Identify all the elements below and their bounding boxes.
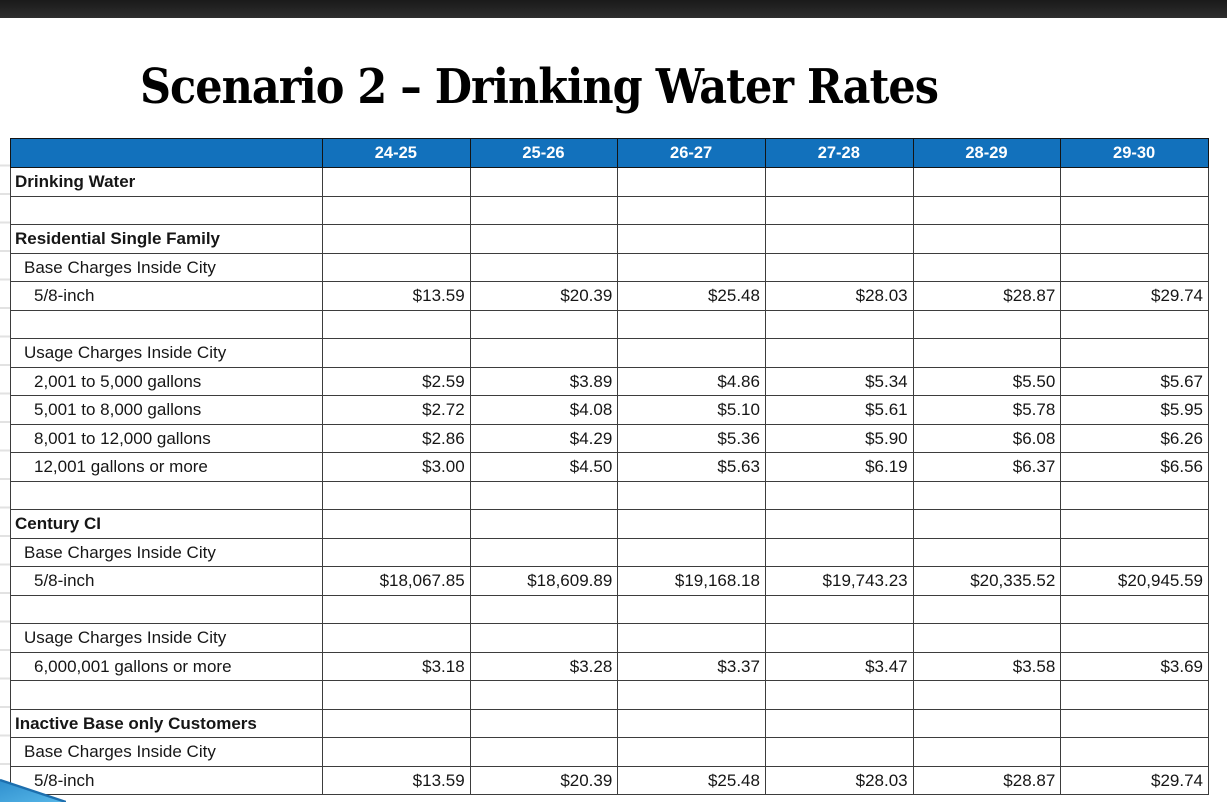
rate-value-cell [913,595,1061,624]
rate-value-cell: $6.26 [1061,424,1209,453]
rate-value-cell [765,196,913,225]
rate-value-cell [618,225,766,254]
rate-value-cell [470,624,618,653]
rate-value-cell: $28.87 [913,282,1061,311]
rate-value-cell: $2.72 [323,396,471,425]
rate-value-cell: $18,067.85 [323,567,471,596]
table-row [11,624,1209,653]
rate-value-cell: $4.86 [618,367,766,396]
rate-value-cell [618,538,766,567]
rate-value-cell [470,709,618,738]
rate-value-cell [618,253,766,282]
table-header-row [11,139,1209,168]
rate-value-cell [1061,538,1209,567]
rate-value-cell: $3.58 [913,652,1061,681]
rate-value-cell [765,738,913,767]
rate-value-cell: $3.89 [470,367,618,396]
row-label-cell: Base Charges Inside City [11,738,323,767]
rate-value-cell [323,681,471,710]
rate-value-cell [323,709,471,738]
rate-value-cell [913,709,1061,738]
rate-value-cell [323,225,471,254]
rate-value-cell [765,168,913,197]
rate-value-cell [323,481,471,510]
rate-value-cell [323,624,471,653]
rate-value-cell: $19,168.18 [618,567,766,596]
row-label-cell: Base Charges Inside City [11,538,323,567]
table-row [11,538,1209,567]
rate-value-cell: $4.08 [470,396,618,425]
rate-value-cell: $3.37 [618,652,766,681]
rate-value-cell [1061,339,1209,368]
rate-value-cell [470,310,618,339]
row-label-cell: Century CI [11,510,323,539]
rate-value-cell [1061,595,1209,624]
rate-value-cell: $2.86 [323,424,471,453]
rate-value-cell: $28.03 [765,282,913,311]
rate-value-cell: $19,743.23 [765,567,913,596]
rate-value-cell [470,339,618,368]
rate-value-cell [1061,196,1209,225]
rate-value-cell [323,510,471,539]
slide-title: Scenario 2 – Drinking Water Rates [140,60,938,115]
rate-value-cell [1061,709,1209,738]
rate-value-cell: $5.95 [1061,396,1209,425]
row-label-cell [11,310,323,339]
rate-value-cell [913,538,1061,567]
year-header-cell: 26-27 [618,139,766,168]
rate-value-cell [913,681,1061,710]
rate-value-cell: $3.28 [470,652,618,681]
rate-value-cell: $3.00 [323,453,471,482]
rate-value-cell [913,339,1061,368]
rate-value-cell: $20.39 [470,766,618,795]
rate-value-cell: $5.63 [618,453,766,482]
rate-value-cell: $6.08 [913,424,1061,453]
table-row [11,709,1209,738]
rate-value-cell: $28.87 [913,766,1061,795]
rate-value-cell: $5.78 [913,396,1061,425]
rate-value-cell [323,196,471,225]
rate-value-cell [323,538,471,567]
row-label-cell [11,595,323,624]
rate-value-cell [913,624,1061,653]
rate-value-cell [913,253,1061,282]
window-top-bar [0,0,1227,18]
rate-value-cell [618,624,766,653]
rate-value-cell [1061,253,1209,282]
rate-value-cell [323,595,471,624]
table-row [11,567,1209,596]
rate-value-cell [323,339,471,368]
drinking-water-rates-table [10,138,1209,795]
row-label-cell: 12,001 gallons or more [11,453,323,482]
table-row [11,367,1209,396]
year-header-cell: 25-26 [470,139,618,168]
rate-value-cell: $5.67 [1061,367,1209,396]
rate-value-cell [1061,310,1209,339]
table-row [11,225,1209,254]
row-label-cell [11,481,323,510]
rate-value-cell [323,738,471,767]
row-label-cell: Drinking Water [11,168,323,197]
rate-value-cell [470,738,618,767]
rate-value-cell [323,253,471,282]
rate-value-cell: $29.74 [1061,282,1209,311]
rate-value-cell: $6.56 [1061,453,1209,482]
rate-value-cell [765,481,913,510]
rate-value-cell: $13.59 [323,766,471,795]
rate-value-cell [618,681,766,710]
rate-value-cell [913,510,1061,539]
rate-value-cell [765,595,913,624]
row-label-cell: 5/8-inch [11,567,323,596]
rate-value-cell [470,168,618,197]
rate-value-cell: $3.47 [765,652,913,681]
rate-value-cell [765,709,913,738]
rate-value-cell: $5.36 [618,424,766,453]
rate-value-cell [323,168,471,197]
rate-value-cell [913,225,1061,254]
rate-value-cell: $5.10 [618,396,766,425]
spacer-row [11,310,1209,339]
rate-value-cell [913,168,1061,197]
rate-value-cell: $18,609.89 [470,567,618,596]
year-header-cell: 28-29 [913,139,1061,168]
rate-value-cell [470,510,618,539]
rate-value-cell: $5.61 [765,396,913,425]
spreadsheet-left-gutter [0,138,10,795]
table-row [11,339,1209,368]
rate-value-cell [1061,168,1209,197]
row-label-cell: 2,001 to 5,000 gallons [11,367,323,396]
rate-value-cell: $25.48 [618,282,766,311]
rate-value-cell [618,168,766,197]
rate-value-cell [913,481,1061,510]
row-label-cell [11,196,323,225]
row-label-cell: 5,001 to 8,000 gallons [11,396,323,425]
row-label-cell: Usage Charges Inside City [11,624,323,653]
rate-value-cell: $25.48 [618,766,766,795]
rate-value-cell: $5.90 [765,424,913,453]
rate-value-cell: $6.37 [913,453,1061,482]
rate-value-cell [470,225,618,254]
slide-corner-accent-shape [0,774,66,802]
rate-value-cell [1061,738,1209,767]
table-row [11,396,1209,425]
rate-value-cell [470,595,618,624]
rate-value-cell [470,196,618,225]
table-row [11,253,1209,282]
table-row [11,766,1209,795]
rate-value-cell [323,310,471,339]
rate-value-cell [618,481,766,510]
row-label-cell: 5/8-inch [11,766,323,795]
rate-value-cell [765,310,913,339]
table-row [11,510,1209,539]
row-label-cell: 6,000,001 gallons or more [11,652,323,681]
rate-value-cell: $3.69 [1061,652,1209,681]
table-row [11,424,1209,453]
row-label-cell: Usage Charges Inside City [11,339,323,368]
year-header-cell: 24-25 [323,139,471,168]
rate-value-cell: $4.29 [470,424,618,453]
rate-value-cell: $3.18 [323,652,471,681]
rate-value-cell: $20,335.52 [913,567,1061,596]
year-header-cell: 29-30 [1061,139,1209,168]
rate-value-cell [470,681,618,710]
rate-value-cell [618,709,766,738]
rate-value-cell [618,310,766,339]
spacer-row [11,595,1209,624]
rate-value-cell [1061,681,1209,710]
rate-value-cell: $6.19 [765,453,913,482]
rate-value-cell: $20,945.59 [1061,567,1209,596]
spacer-row [11,481,1209,510]
rate-value-cell [1061,624,1209,653]
spacer-row [11,681,1209,710]
rate-value-cell [913,196,1061,225]
table-row [11,168,1209,197]
rate-value-cell: $5.34 [765,367,913,396]
rate-value-cell [618,196,766,225]
rate-value-cell [913,738,1061,767]
table-row [11,453,1209,482]
rate-value-cell [765,253,913,282]
rate-value-cell [765,538,913,567]
rate-value-cell [765,225,913,254]
rate-value-cell [618,339,766,368]
row-label-cell: 8,001 to 12,000 gallons [11,424,323,453]
rate-value-cell [470,253,618,282]
rate-value-cell: $4.50 [470,453,618,482]
rate-value-cell [470,481,618,510]
year-header-cell: 27-28 [765,139,913,168]
rate-value-cell [1061,510,1209,539]
rate-value-cell: $29.74 [1061,766,1209,795]
rate-value-cell: $20.39 [470,282,618,311]
row-label-cell: Residential Single Family [11,225,323,254]
rate-value-cell: $28.03 [765,766,913,795]
row-label-cell: 5/8-inch [11,282,323,311]
rate-value-cell: $5.50 [913,367,1061,396]
rate-value-cell [765,510,913,539]
rate-value-cell [618,510,766,539]
rate-value-cell [1061,481,1209,510]
table-corner-cell [11,139,323,168]
rate-value-cell: $13.59 [323,282,471,311]
row-label-cell: Inactive Base only Customers [11,709,323,738]
rate-value-cell [913,310,1061,339]
rate-value-cell: $2.59 [323,367,471,396]
rate-value-cell [618,738,766,767]
rate-value-cell [765,624,913,653]
rate-value-cell [765,681,913,710]
rate-value-cell [765,339,913,368]
row-label-cell [11,681,323,710]
rate-value-cell [1061,225,1209,254]
table-row [11,738,1209,767]
rate-value-cell [470,538,618,567]
table-row [11,652,1209,681]
spacer-row [11,196,1209,225]
table-row [11,282,1209,311]
row-label-cell: Base Charges Inside City [11,253,323,282]
rate-value-cell [618,595,766,624]
